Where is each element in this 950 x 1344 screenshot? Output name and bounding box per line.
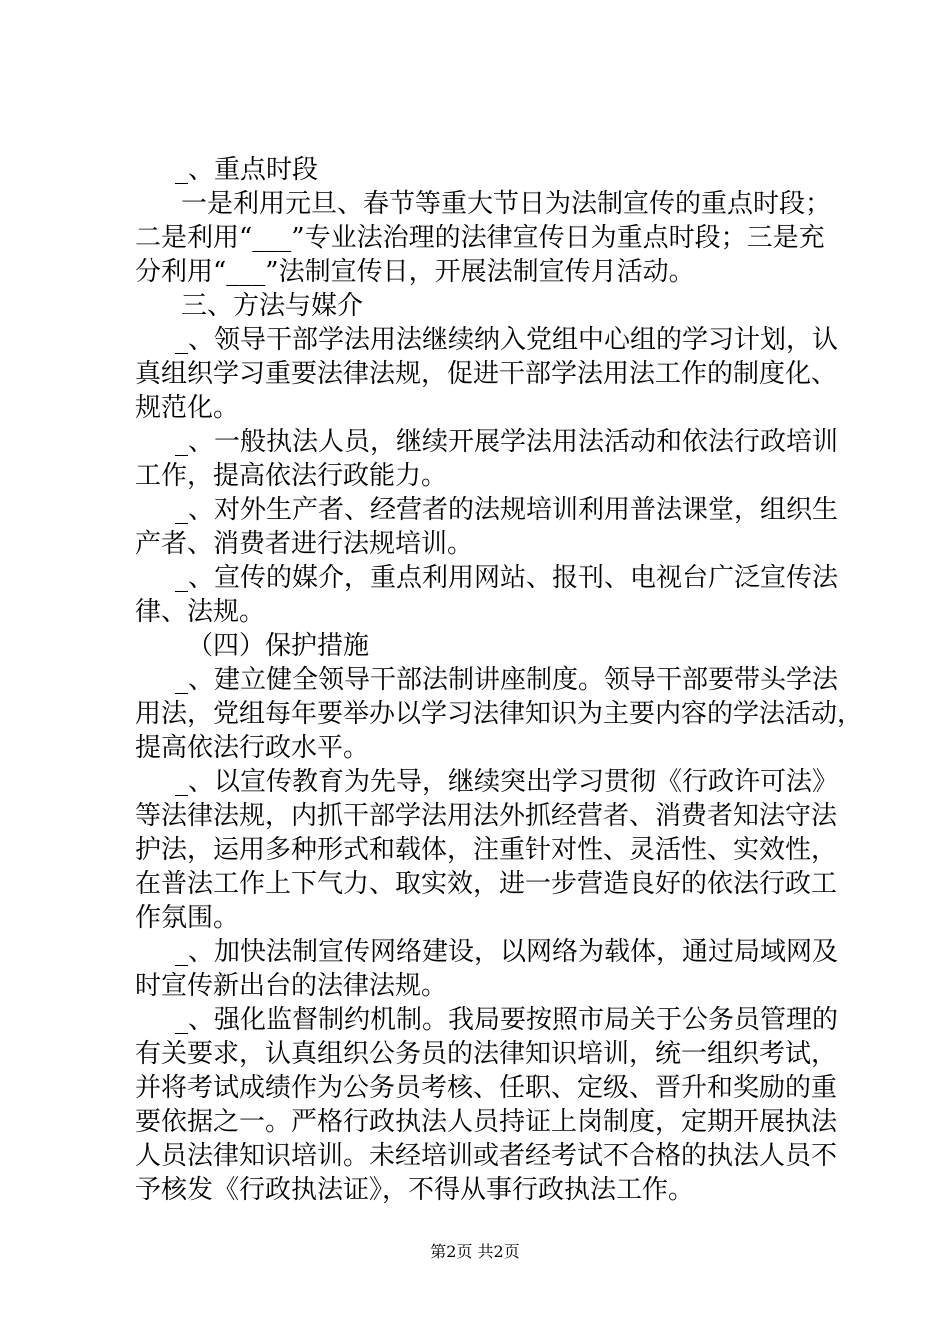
paragraph-line: _、领导干部学法用法继续纳入党组中心组的学习计划，认 bbox=[175, 325, 839, 355]
paragraph-line: 等法律法规，内抓干部学法用法外抓经营者、消费者知法守法 bbox=[135, 801, 838, 831]
paragraph-line: _、宣传的媒介，重点利用网站、报刊、电视台广泛宣传法 bbox=[175, 563, 839, 593]
paragraph-line: 一是利用元旦、春节等重大节日为法制宣传的重点时段； bbox=[181, 189, 832, 219]
paragraph-line: 规范化。 bbox=[135, 393, 240, 423]
paragraph-line: 人员法律知识培训。未经培训或者经考试不合格的执法人员不 bbox=[135, 1141, 838, 1171]
paragraph-line: 工作，提高依法行政能力。 bbox=[135, 461, 448, 491]
page-number-footer: 第2页 共2页 bbox=[430, 1242, 520, 1261]
paragraph-line: _、对外生产者、经营者的法规培训利用普法课堂，组织生 bbox=[175, 495, 839, 525]
paragraph-line: 时宣传新出台的法律法规。 bbox=[135, 971, 448, 1001]
paragraph-line: 提高依法行政水平。 bbox=[135, 733, 370, 763]
paragraph-line: 在普法工作上下气力、取实效，进一步营造良好的依法行政工 bbox=[135, 869, 838, 899]
paragraph-line: _、加快法制宣传网络建设，以网络为载体，通过局域网及 bbox=[175, 937, 839, 967]
paragraph-line: 分利用“___”法制宣传日，开展法制宣传月活动。 bbox=[135, 257, 695, 287]
paragraph-line: 产者、消费者进行法规培训。 bbox=[135, 529, 474, 559]
paragraph-line: 有关要求，认真组织公务员的法律知识培训，统一组织考试， bbox=[135, 1039, 838, 1069]
paragraph-line: 予核发《行政执法证》，不得从事行政执法工作。 bbox=[135, 1175, 695, 1205]
paragraph-line: 律、法规。 bbox=[135, 597, 266, 627]
section-heading-methods: 三、方法与媒介 bbox=[181, 291, 364, 321]
document-body bbox=[135, 153, 864, 1207]
section-heading-key-periods: _、重点时段 bbox=[175, 155, 319, 185]
paragraph-line: 真组织学习重要法律法规，促进干部学法用法工作的制度化、 bbox=[135, 359, 838, 389]
paragraph-line: 用法，党组每年要举办以学习法律知识为主要内容的学法活动， bbox=[135, 699, 864, 729]
paragraph-line: _、强化监督制约机制。我局要按照市局关于公务员管理的 bbox=[175, 1005, 839, 1035]
paragraph-line: 要依据之一。严格行政执法人员持证上岗制度，定期开展执法 bbox=[135, 1107, 838, 1137]
paragraph-line: 二是利用“___”专业法治理的法律宣传日为重点时段；三是充 bbox=[135, 223, 825, 253]
paragraph-line: 作氛围。 bbox=[135, 903, 240, 933]
paragraph-line: _、以宣传教育为先导，继续突出学习贯彻《行政许可法》 bbox=[175, 767, 839, 797]
paragraph-line: 护法，运用多种形式和载体，注重针对性、灵活性、实效性， bbox=[135, 835, 838, 865]
paragraph-line: 并将考试成绩作为公务员考核、任职、定级、晋升和奖励的重 bbox=[135, 1073, 838, 1103]
paragraph-line: _、一般执法人员，继续开展学法用法活动和依法行政培训 bbox=[175, 427, 839, 457]
paragraph-line: _、建立健全领导干部法制讲座制度。领导干部要带头学法 bbox=[175, 665, 839, 695]
section-heading-safeguards: （四）保护措施 bbox=[187, 631, 370, 661]
